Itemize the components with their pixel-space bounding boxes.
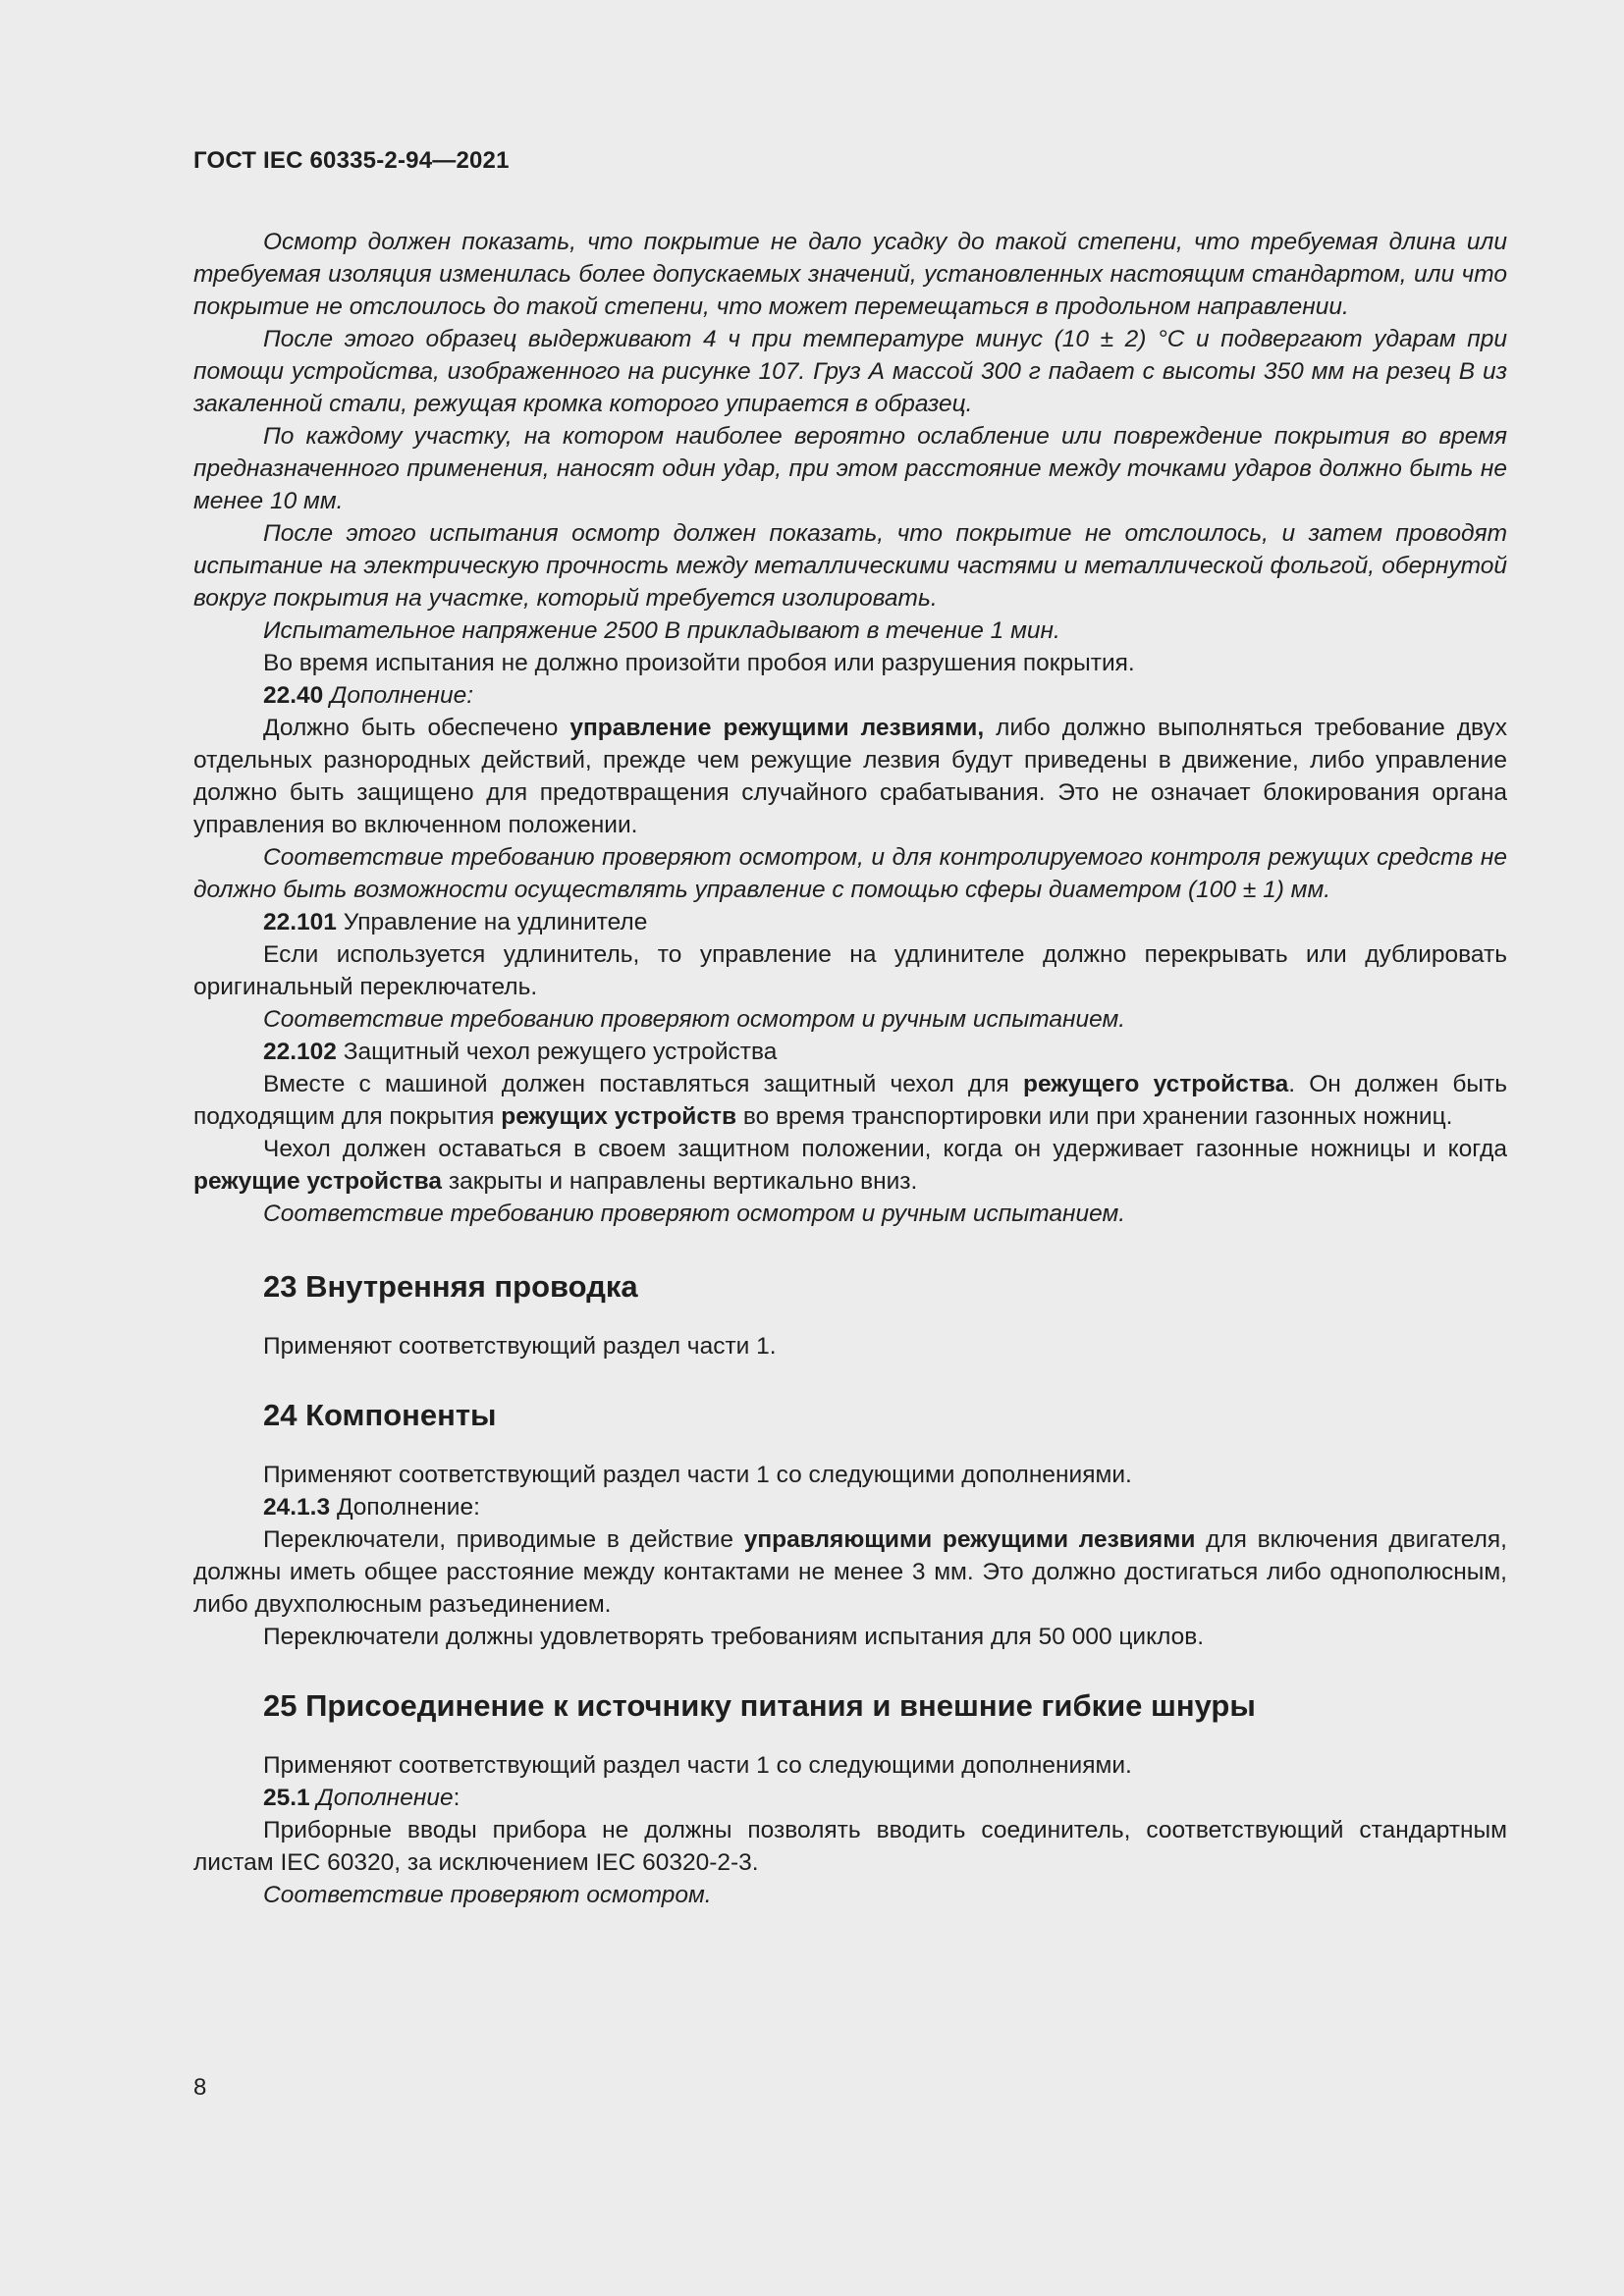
clause-25-1 <box>193 1782 1507 1814</box>
paragraph <box>193 1523 1507 1621</box>
paragraph: Применяют соответствующий раздел части 1 со следующими дополнениями. <box>263 1462 1132 1488</box>
text-run: Переключатели, приводимые в действие <box>263 1526 733 1553</box>
paragraph: Если используется удлинитель, то управление на удлинителе должно перекрывать или дублировать оригинальный переключатель. <box>193 941 1507 1000</box>
clause-22-40 <box>193 679 1507 712</box>
clause-number: 22.40 <box>263 682 324 709</box>
paragraph: Соответствие требованию проверяют осмотром и ручным испытанием. <box>263 1006 1126 1033</box>
clause-title: Дополнение: <box>330 682 474 709</box>
paragraph: Соответствие требованию проверяют осмотром, и для контролируемого контроля режущих средств не должно быть возможности осуществлять управление с помощью сферы диаметром (100 ± 1) мм. <box>193 844 1507 903</box>
section-heading-23: 23 Внутренняя проводка <box>263 1269 638 1304</box>
paragraph: После этого испытания осмотр должен показать, что покрытие не отслоилось, и затем проводят испытание на электрическую прочность между металлическими частями и металлической фольгой, обернутой вокруг покрытия на участке, который требуется изолировать. <box>193 520 1507 612</box>
clause-number: 25.1 <box>263 1785 310 1811</box>
text-run: закрыты и направлены вертикально вниз. <box>448 1168 918 1195</box>
document-body <box>193 226 1507 1911</box>
clause-24-1-3 <box>193 1491 1507 1523</box>
term-bold: управление режущими лезвиями, <box>569 715 985 741</box>
paragraph <box>193 1068 1507 1133</box>
text-run: Чехол должен оставаться в своем защитном положении, когда он удерживает газонные ножницы и когда <box>263 1136 1507 1162</box>
clause-number: 22.102 <box>263 1039 337 1065</box>
paragraph: Соответствие требованию проверяют осмотром и ручным испытанием. <box>263 1201 1126 1227</box>
paragraph: Применяют соответствующий раздел части 1 со следующими дополнениями. <box>263 1752 1132 1779</box>
section-heading-25: 25 Присоединение к источнику питания и внешние гибкие шнуры <box>263 1688 1256 1723</box>
paragraph: Осмотр должен показать, что покрытие не дало усадку до такой степени, что требуемая длина или требуемая изоляция изменилась более допускаемых значений, установленных настоящим стандартом, или что покрытие не отслоилось до такой степени, что может перемещаться в продольном направлении. <box>193 229 1507 320</box>
text-run: . Он должен быть подходящим для покрытия <box>193 1071 1507 1130</box>
clause-number: 22.101 <box>263 909 337 935</box>
clause-title: Дополнение: <box>336 1494 480 1521</box>
document-header: ГОСТ IEC 60335-2-94—2021 <box>193 147 510 174</box>
clause-22-102 <box>193 1036 1507 1068</box>
paragraph: По каждому участку, на котором наиболее вероятно ослабление или повреждение покрытия во время предназначенного применения, наносят один удар, при этом расстояние между точками ударов должно быть не менее 10 мм. <box>193 423 1507 514</box>
clause-22-101 <box>193 906 1507 938</box>
clause-title: Управление на удлинителе <box>343 909 648 935</box>
paragraph: Приборные вводы прибора не должны позволять вводить соединитель, соответствующий стандартным листам IEC 60320, за исключением IEC 60320-2-3. <box>193 1817 1507 1876</box>
clause-title: Дополнение <box>316 1785 454 1811</box>
text-run: во время транспортировки или при хранении газонных ножниц. <box>742 1103 1453 1130</box>
paragraph <box>193 1133 1507 1198</box>
clause-title: Защитный чехол режущего устройства <box>343 1039 778 1065</box>
term-bold: режущие устройства <box>193 1168 443 1195</box>
paragraph: Во время испытания не должно произойти пробоя или разрушения покрытия. <box>263 650 1135 676</box>
clause-number: 24.1.3 <box>263 1494 331 1521</box>
section-heading-24: 24 Компоненты <box>263 1398 497 1432</box>
paragraph: Соответствие проверяют осмотром. <box>263 1882 712 1908</box>
term-bold: режущего устройства <box>1022 1071 1289 1097</box>
paragraph: Испытательное напряжение 2500 В прикладывают в течение 1 мин. <box>263 617 1060 644</box>
term-bold: режущих устройств <box>501 1103 737 1130</box>
text-run: для включения двигателя, должны иметь общее расстояние между контактами не менее 3 мм. Это должно достигаться либо однополюсным, либо двухполюсным разъединением. <box>193 1526 1507 1618</box>
term-bold: управляющими режущими лезвиями <box>743 1526 1196 1553</box>
text-run: Должно быть обеспечено <box>263 715 559 741</box>
paragraph: Применяют соответствующий раздел части 1. <box>263 1333 777 1360</box>
paragraph <box>193 712 1507 841</box>
paragraph: Переключатели должны удовлетворять требованиям испытания для 50 000 циклов. <box>263 1624 1205 1650</box>
paragraph: После этого образец выдерживают 4 ч при температуре минус (10 ± 2) °С и подвергают ударам при помощи устройства, изображенного на рисунке 107. Груз А массой 300 г падает с высоты 350 мм на резец В из закаленной стали, режущая кромка которого упирается в образец. <box>193 326 1507 417</box>
text-run: Вместе с машиной должен поставляться защитный чехол для <box>263 1071 1009 1097</box>
page-number: 8 <box>193 2074 207 2101</box>
text-run: либо должно выполняться требование двух отдельных разнородных действий, прежде чем режущие лезвия будут приведены в движение, либо управление должно быть защищено для предотвращения случайного срабатывания. Это не означает блокирования органа управления во включенном положении. <box>193 715 1507 838</box>
clause-colon: : <box>453 1785 460 1811</box>
